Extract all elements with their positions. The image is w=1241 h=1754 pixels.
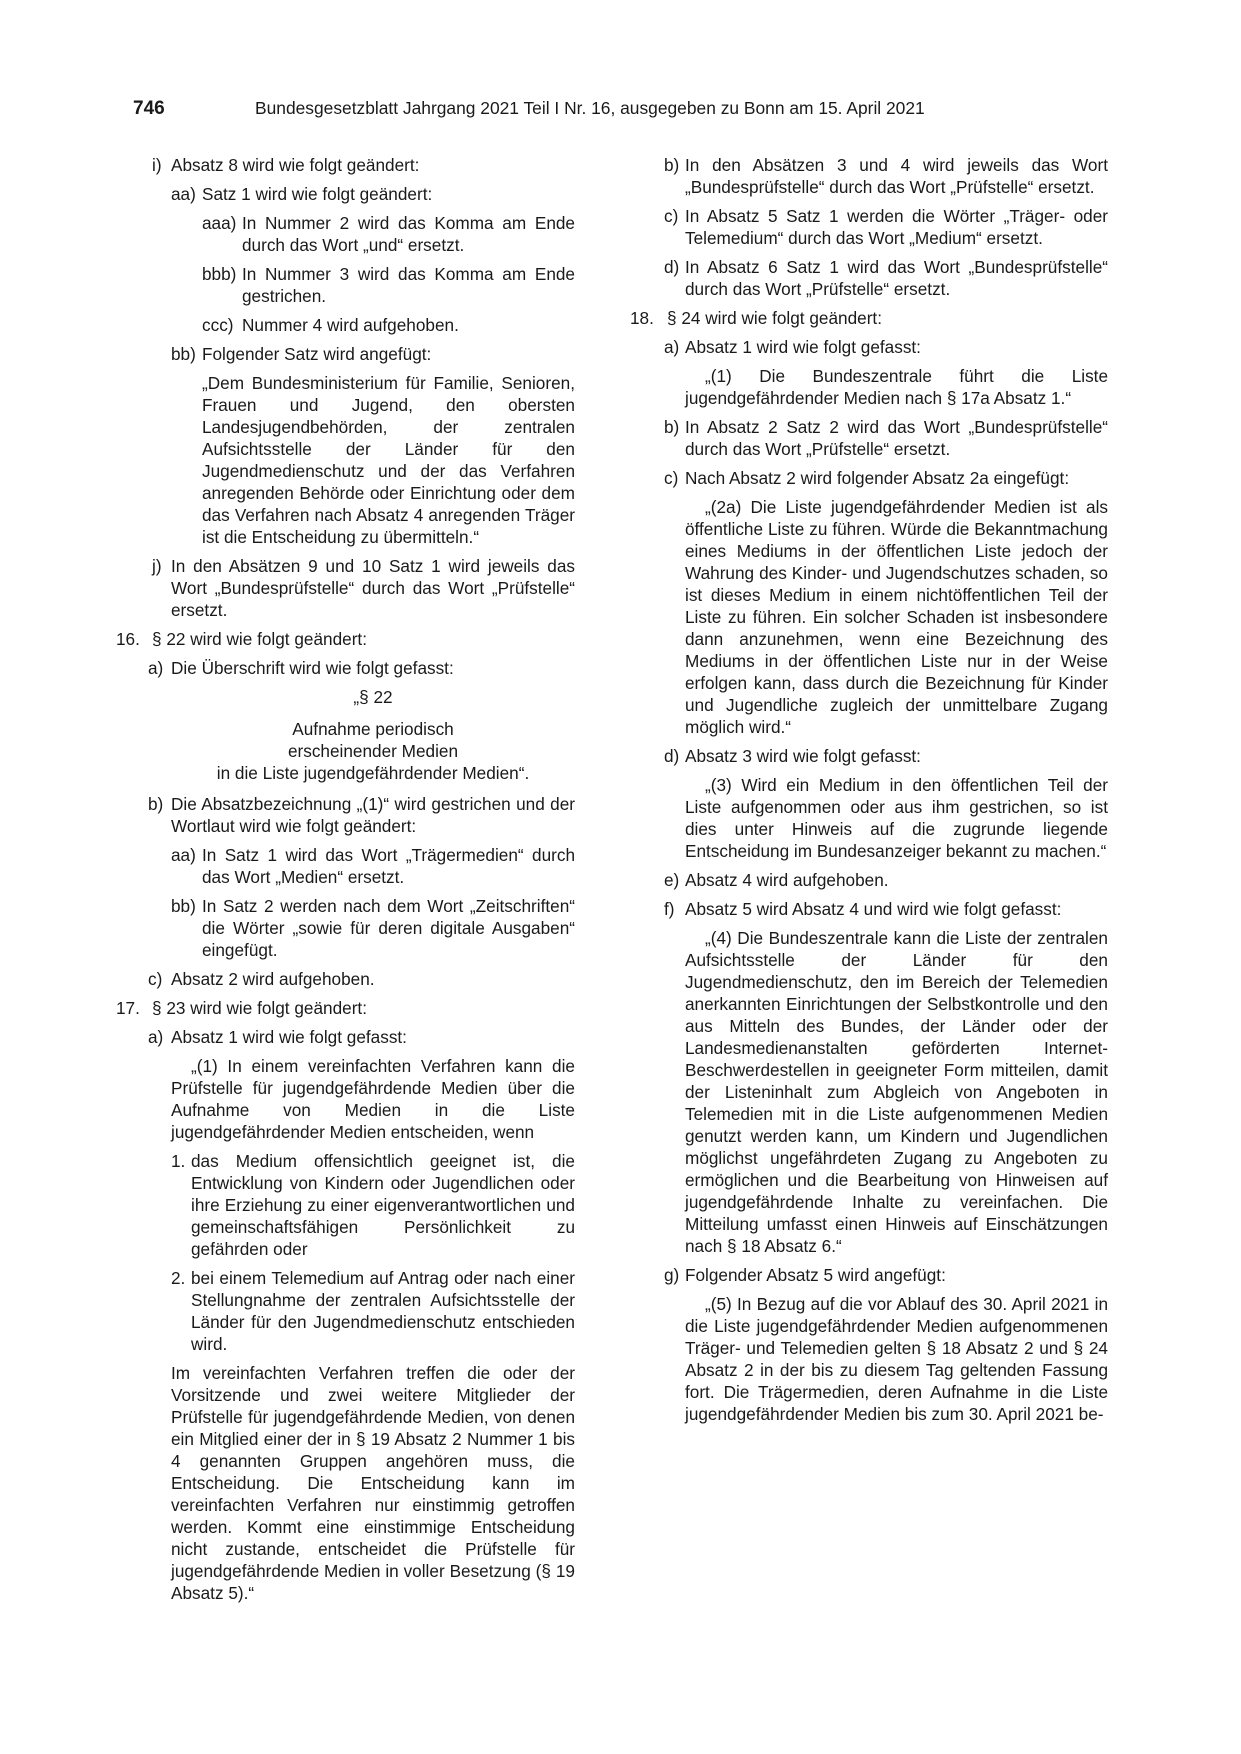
item-18-a: a) Absatz 1 wird wie folgt gefasst: (664, 337, 921, 357)
item-18-d: d) Absatz 3 wird wie folgt gefasst: (664, 746, 921, 766)
item-d: d) In Absatz 6 Satz 1 wird das Wort „Bundesprüfstelle“ durch das Wort „Prüfstelle“ ersetzt. (664, 257, 1108, 299)
item-i-bb: bb) Folgender Satz wird angefügt: (171, 344, 432, 364)
item-i-ccc: ccc) Nummer 4 wird aufgehoben. (202, 315, 459, 335)
item-c: c) In Absatz 5 Satz 1 werden die Wörter „Träger- oder Telemedium“ durch das Wort „Medium“ ersetzt. (664, 206, 1108, 248)
item-i: i) Absatz 8 wird wie folgt geändert: (152, 155, 420, 175)
item-18-b: b) In Absatz 2 Satz 2 wird das Wort „Bundesprüfstelle“ durch das Wort „Prüfstelle“ ersetzt. (664, 417, 1108, 459)
heading-22: „§ 22 Aufnahme periodisch erscheinender Medien in die Liste jugendgefährdender Medien“. (216, 687, 530, 783)
item-17-a-2: 2. bei einem Telemedium auf Antrag oder nach einer Stellungnahme der zentralen Aufsichtsstelle der Länder für den Jugendmedienschutz entschieden wird. (171, 1268, 575, 1354)
item-i-bbb: bbb) In Nummer 3 wird das Komma am Ende gestrichen. (202, 264, 575, 306)
item-18-f: f) Absatz 5 wird Absatz 4 und wird wie folgt gefasst: (664, 899, 1062, 919)
quote-18-a: „(1) Die Bundeszentrale führt die Liste jugendgefährdender Medien nach § 17a Absatz 1.“ (685, 366, 1108, 408)
item-17-a-1: 1. das Medium offensichtlich geeignet ist, die Entwicklung von Kindern oder Jugendlichen oder ihre Erziehung zu einer eigenverantwortlichen und gemeinschaftsfähigen Persönlichkeit zu gefährden oder (171, 1151, 575, 1259)
para-17-a: Im vereinfachten Verfahren treffen die oder der Vorsitzende und zwei weitere Mitglieder der Prüfstelle für jugendgefährdende Medien, von denen ein Mitglied einer der in § 19 Absatz 2 Nummer 1 bis 4 genannten Gruppen angehören muss, die Entscheidung. Die Entscheidung kann im vereinfachten Verfahren nur einstimmig getroffen werden. Kommt eine einstimmige Entscheidung nicht zustande, entscheidet die Prüfstelle für jugendgefährdende Medien in voller Besetzung (§ 19 Absatz 5).“ (171, 1363, 575, 1603)
page-header (133, 98, 1108, 126)
item-18: 18. § 24 wird wie folgt geändert: (630, 308, 882, 328)
item-17-a: a) Absatz 1 wird wie folgt gefasst: (148, 1027, 407, 1047)
item-18-e: e) Absatz 4 wird aufgehoben. (664, 870, 889, 890)
running-title: Bundesgesetzblatt Jahrgang 2021 Teil I Nr. 16, ausgegeben zu Bonn am 15. April 2021 (255, 98, 925, 118)
item-i-aaa: aaa) In Nummer 2 wird das Komma am Ende durch das Wort „und“ ersetzt. (202, 213, 575, 255)
quote-18-g: „(5) In Bezug auf die vor Ablauf des 30. April 2021 in die Liste jugendgefährdender Medien aufgenommenen Träger- und Telemedien gelten § 18 Absatz 2 und § 24 Absatz 2 in der bis zu diesem Tag geltenden Fassung fort. Die Trägermedien, deren Aufnahme in die Liste jugendgefährdender Medien bis zum 30. April 2021 be- (685, 1294, 1108, 1424)
page-number: 746 (133, 98, 165, 119)
right-column (630, 154, 1108, 1432)
item-j: j) In den Absätzen 9 und 10 Satz 1 wird jeweils das Wort „Bundesprüfstelle“ durch das Wort „Prüfstelle“ ersetzt. (152, 556, 575, 620)
quote-i-bb: „Dem Bundesministerium für Familie, Senioren, Frauen und Jugend, den obersten Landesjugendbehörden, der zentralen Aufsichtsstelle der Länder für den Jugendmedienschutz und der das Verfahren anregenden Behörde oder Einrichtung oder dem das Verfahren nach Absatz 4 anregenden Träger ist die Entscheidung zu übermitteln.“ (202, 373, 575, 547)
item-16-b: b) Die Absatzbezeichnung „(1)“ wird gestrichen und der Wortlaut wird wie folgt geändert: (148, 794, 575, 836)
quote-17-a: „(1) In einem vereinfachten Verfahren kann die Prüfstelle für jugendgefährdende Medien über die Aufnahme von Medien in die Liste jugendgefährdender Medien entscheiden, wenn (171, 1056, 575, 1142)
item-18-c: c) Nach Absatz 2 wird folgender Absatz 2a eingefügt: (664, 468, 1070, 488)
item-16: 16. § 22 wird wie folgt geändert: (116, 629, 367, 649)
quote-18-c: „(2a) Die Liste jugendgefährdender Medien ist als öffentliche Liste zu führen. Würde die Bekanntmachung eines Mediums in der öffentlichen Liste jedoch der Wahrung des Kinder- und Jugendschutzes schaden, so ist dieses Medium in einem nichtöffentlichen Teil der Liste zu führen. Ein solcher Schaden ist insbesondere dann anzunehmen, wenn eine Bezeichnung des Mediums in der öffentlichen Liste nur in der Weise erfolgen kann, dass durch die Bezeichnung für Kinder und Jugendliche zugleich der unmittelbare Zugang möglich wird.“ (685, 497, 1108, 737)
item-b: b) In den Absätzen 3 und 4 wird jeweils das Wort „Bundesprüfstelle“ durch das Wort „Prüfstelle“ ersetzt. (664, 155, 1108, 197)
item-i-aa: aa) Satz 1 wird wie folgt geändert: (171, 184, 433, 204)
item-18-g: g) Folgender Absatz 5 wird angefügt: (664, 1265, 946, 1285)
item-16-b-bb: bb) In Satz 2 werden nach dem Wort „Zeitschriften“ die Wörter „sowie für deren digitale Ausgaben“ eingefügt. (171, 896, 575, 960)
item-16-b-aa: aa) In Satz 1 wird das Wort „Trägermedien“ durch das Wort „Medien“ ersetzt. (171, 845, 575, 887)
item-16-a: a) Die Überschrift wird wie folgt gefasst: (148, 658, 454, 678)
quote-18-d: „(3) Wird ein Medium in den öffentlichen Teil der Liste aufgenommen oder aus ihm gestrichen, so ist dies unter Hinweis auf die zugrunde liegende Entscheidung im Bundesanzeiger bekannt zu machen.“ (685, 775, 1108, 861)
left-column (116, 154, 575, 1611)
item-16-c: c) Absatz 2 wird aufgehoben. (148, 969, 375, 989)
quote-18-f: „(4) Die Bundeszentrale kann die Liste der zentralen Aufsichtsstelle der Länder für den Jugendmedienschutz, den im Bereich der Telemedien anerkannten Einrichtungen der Selbstkontrolle und den aus Mitteln des Bundes, der Länder oder der Landesmedienanstalten geförderten Internet-Beschwerdestellen in geeigneter Form mitteilen, damit der Listeninhalt zum Abgleich von Angeboten in Telemedien mit in die Liste aufgenommenen Medien genutzt werden kann, um Kindern und Jugendlichen möglichst ungefährdeten Zugang zu Angeboten zu ermöglichen und die Bearbeitung von Hinweisen auf jugendgefährdende Inhalte zu vereinfachen. Die Mitteilung umfasst einen Hinweis auf Einschätzungen nach § 18 Absatz 6.“ (685, 928, 1108, 1256)
item-17: 17. § 23 wird wie folgt geändert: (116, 998, 367, 1018)
